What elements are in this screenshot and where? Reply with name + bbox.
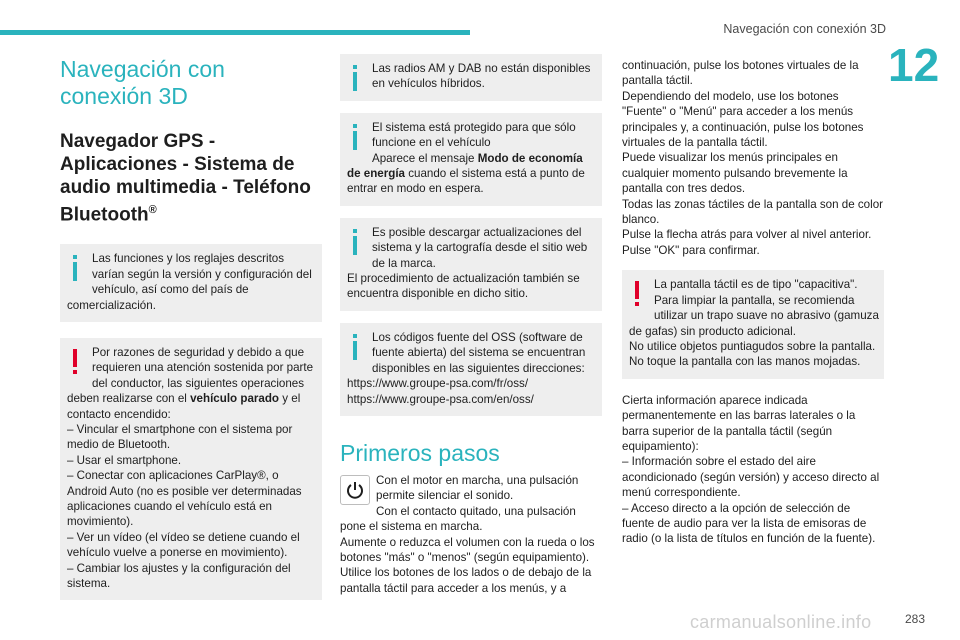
touchscreen-text xyxy=(622,58,884,258)
info-box-energy xyxy=(340,113,602,206)
info-icon xyxy=(347,332,363,362)
warning-text xyxy=(67,345,317,422)
paragraph: Utilice los botones de los lados o de debajo de la pantalla táctil para acceder a los menús, y a xyxy=(340,566,592,595)
info-box-versions xyxy=(60,244,322,322)
paragraph: Pulse "OK" para confirmar. xyxy=(622,243,760,257)
warning-text: No utilice objetos puntiagudos sobre la pantalla. xyxy=(629,339,876,353)
warning-text-part1: Por razones de seguridad y debido a que requieren una atención sostenida por parte del conductor, las siguientes operaciones deben realizarse con el xyxy=(67,345,314,406)
info-text-part: Aparece el mensaje xyxy=(372,151,478,165)
warning-item: – Cambiar los ajustes y la configuración del sistema. xyxy=(67,561,291,591)
oss-url-en: https://www.groupe-psa.com/en/oss/ xyxy=(347,392,534,406)
warning-icon xyxy=(67,347,83,377)
oss-url-fr: https://www.groupe-psa.com/fr/oss/ xyxy=(347,377,529,391)
info-box-updates xyxy=(340,218,602,311)
watermark: carmanualsonline.info xyxy=(690,612,872,632)
info-text: Las radios AM y DAB no están disponibles en vehículos híbridos. xyxy=(372,62,591,91)
column-3 xyxy=(622,58,884,547)
warning-box-safety xyxy=(60,338,322,601)
warning-icon xyxy=(629,279,645,309)
warning-item: – Vincular el smartphone con el sistema por medio de Bluetooth. xyxy=(67,422,293,452)
column-1 xyxy=(60,52,322,600)
list-item: – Acceso directo a la opción de selección de fuente de audio para ver la lista de emisoras de radio (o la lista de títulos en función de la fuente). xyxy=(622,501,876,546)
info-text-bold: Modo de economía de energía xyxy=(347,151,583,181)
paragraph: Dependiendo del modelo, use los botones "Fuente" o "Menú" para acceder a los menús principales y, a continuación, pulse los botones virtuales de la pantalla táctil. xyxy=(622,89,864,150)
warning-item: – Conectar con aplicaciones CarPlay®, o Android Auto (no es posible ver determinadas aplicaciones cuando el vehículo está en movimiento). xyxy=(67,469,302,529)
info-box-oss xyxy=(340,323,602,416)
list-item: – Información sobre el estado del aire acondicionado (según versión) y acceso directo al menú correspondiente. xyxy=(622,455,880,500)
status-bar-text xyxy=(622,393,884,547)
primeros-pasos-heading: Primeros pasos xyxy=(340,439,500,466)
info-text: El sistema está protegido para que sólo funcione en el vehículo xyxy=(372,120,576,150)
paragraph: Aumente o reduzca el volumen con la rueda o los botones "más" o "menos" (según equipamiento). xyxy=(340,535,595,564)
info-icon xyxy=(347,227,363,257)
info-icon xyxy=(347,122,363,152)
info-icon xyxy=(67,253,83,283)
paragraph: Con el contacto quitado, una pulsación pone el sistema en marcha. xyxy=(340,504,576,534)
page-number: 283 xyxy=(905,612,926,626)
header-accent-bar xyxy=(0,30,470,35)
info-text: El procedimiento de actualización también se encuentra disponible en dicho sitio. xyxy=(347,272,580,301)
warning-text: La pantalla táctil es de tipo "capacitiva". Para limpiar la pantalla, se recomienda utilizar un trapo suave no abrasivo (gamuza de gafas) sin producto adicional. xyxy=(629,278,879,338)
warning-item: – Ver un vídeo (el vídeo se detiene cuando el vehículo vuelve a ponerse en movimiento). xyxy=(67,530,300,560)
warning-text: No toque la pantalla con las manos mojadas. xyxy=(629,355,861,369)
info-text: Es posible descargar actualizaciones del sistema y la cartografía desde el sitio web de la marca. xyxy=(372,225,588,270)
chapter-number: 12 xyxy=(888,39,940,91)
section-heading xyxy=(60,130,322,226)
registered-mark: ® xyxy=(148,204,157,216)
info-box-radio xyxy=(340,54,602,101)
warning-box-screen xyxy=(622,270,884,378)
paragraph: Cierta información aparece indicada permanentemente en las barras laterales o la barra superior de la pantalla táctil (según equipamiento): xyxy=(622,393,856,453)
paragraph: Pulse la flecha atrás para volver al nivel anterior. xyxy=(622,228,872,242)
paragraph: Todas las zonas táctiles de la pantalla son de color blanco. xyxy=(622,197,884,227)
header-section-title: Navegación con conexión 3D xyxy=(723,22,886,36)
page-title: Navegación con conexión 3D xyxy=(60,56,225,109)
column-2 xyxy=(340,52,602,596)
warning-text-part2: y el contacto encendido: xyxy=(67,392,301,421)
power-icon xyxy=(340,475,370,505)
info-text: Los códigos fuente del OSS (software de fuente abierta) del sistema se encuentran disponibles en las siguientes direcciones: xyxy=(372,330,586,375)
paragraph: continuación, pulse los botones virtuales de la pantalla táctil. xyxy=(622,59,859,88)
paragraph: Puede visualizar los menús principales en cualquier momento pulsando brevemente la pantalla con tres dedos. xyxy=(622,151,848,196)
info-text: Las funciones y los reglajes descritos varían según la versión y configuración del vehículo, así como del país de comercialización. xyxy=(67,252,312,312)
primeros-pasos-text xyxy=(340,473,602,596)
section-heading-text: Navegador GPS - Aplicaciones - Sistema de audio multimedia - Teléfono Bluetooth xyxy=(60,131,311,226)
info-icon xyxy=(347,63,363,93)
info-text-part: cuando el sistema está a punto de entrar en modo en espera. xyxy=(347,167,585,196)
warning-text-bold: vehículo parado xyxy=(190,392,280,406)
info-text xyxy=(347,151,597,197)
paragraph: Con el motor en marcha, una pulsación permite silenciar el sonido. xyxy=(376,473,579,503)
warning-item: – Usar el smartphone. xyxy=(67,453,182,467)
